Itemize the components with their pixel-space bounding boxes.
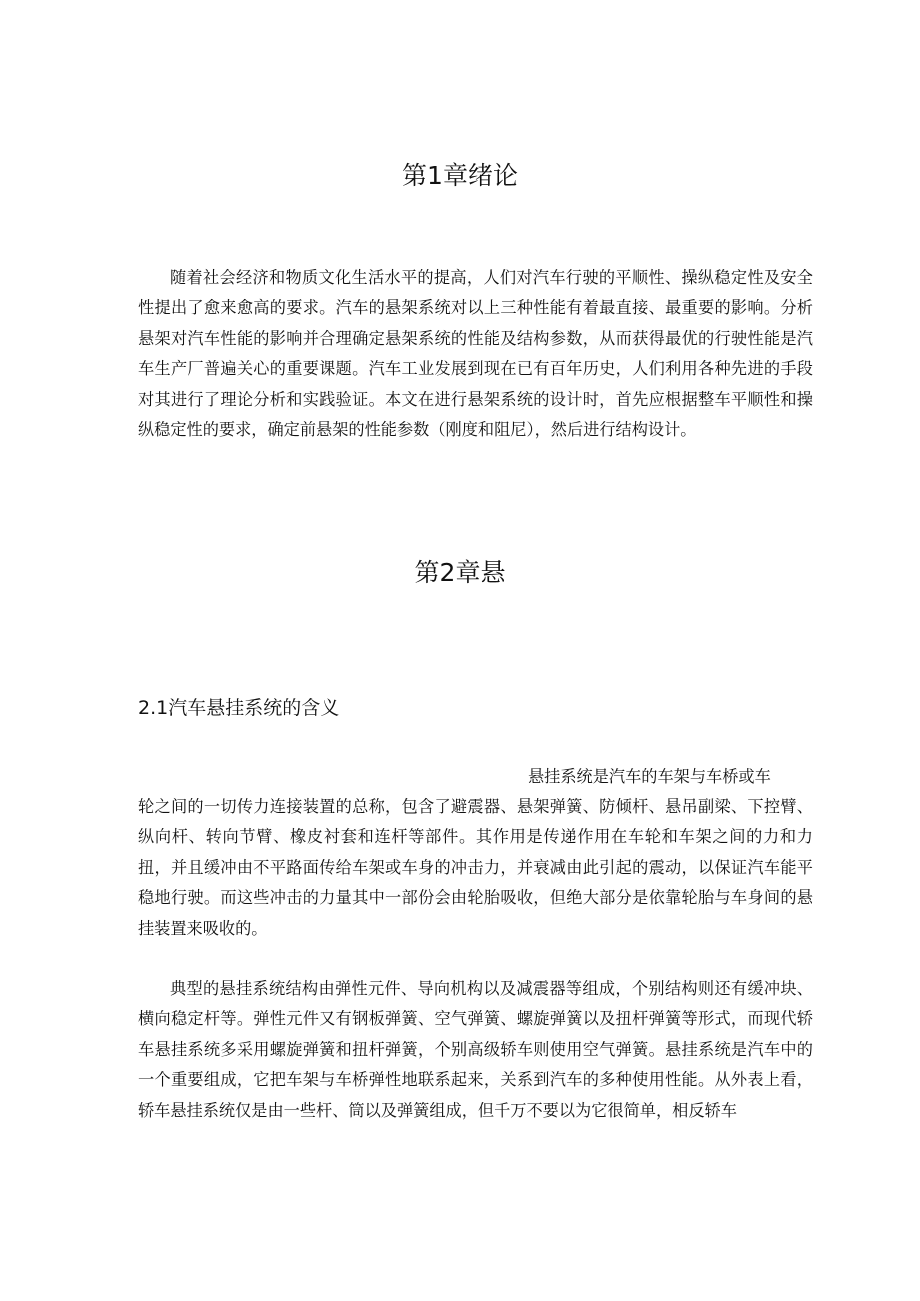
chapter-1-paragraph: 随着社会经济和物质文化生活水平的提高，人们对汽车行驶的平顺性、操纵稳定性及安全性提出了愈来愈高的要求。汽车的悬架系统对以上三种性能有着最直接、最重要的影响。分析悬架对汽车性能的影响并合理确定悬架系统的性能及结构参数，从而获得最优的行驶性能是汽车生产厂普遍关心的重要课题。汽车工业发展到现在已有百年历史，人们利用各种先进的手段对其进行了理论分析和实践验证。本文在进行悬架系统的设计时，首先应根据整车平顺性和操纵稳定性的要求，确定前悬架的性能参数（刚度和阻尼），然后进行结构设计。	[138, 268, 813, 440]
section-2-1-paragraph-1: 轮之间的一切传力连接装置的总称，包含了避震器、悬架弹簧、防倾杆、悬吊副梁、下控臂、纵向杆、转向节臂、橡皮衬套和连杆等部件。其作用是传递作用在车轮和车架之间的力和力扭，并且缓冲由不平路面传给车架或车身的冲击力，并衰减由此引起的震动，以保证汽车能平稳地行驶。而这些冲击的力量其中一部份会由轮胎吸收，但绝大部分是依靠轮胎与车身间的悬挂装置来吸收的。	[138, 797, 813, 938]
section-2-1-paragraph-2: 典型的悬挂系统结构由弹性元件、导向机构以及减震器等组成，个别结构则还有缓冲块、横向稳定杆等。弹性元件又有钢板弹簧、空气弹簧、螺旋弹簧以及扭杆弹簧等形式，而现代轿车悬挂系统多采用螺旋弹簧和扭杆弹簧，个别高级轿车则使用空气弹簧。悬挂系统是汽车中的一个重要组成，它把车架与车桥弹性地联系起来，关系到汽车的多种使用性能。从外表上看，轿车悬挂系统仅是由一些杆、筒以及弹簧组成，但千万不要以为它很简单，相反轿车	[138, 979, 813, 1120]
chapter-1-title: 第1章绪论	[402, 161, 518, 190]
chapter-2-title: 第2章悬	[414, 558, 506, 587]
section-2-1-title: 2.1汽车悬挂系统的含义	[138, 697, 340, 719]
section-2-1-paragraph-1-lead: 悬挂系统是汽车的车架与车桥或车	[528, 767, 771, 786]
